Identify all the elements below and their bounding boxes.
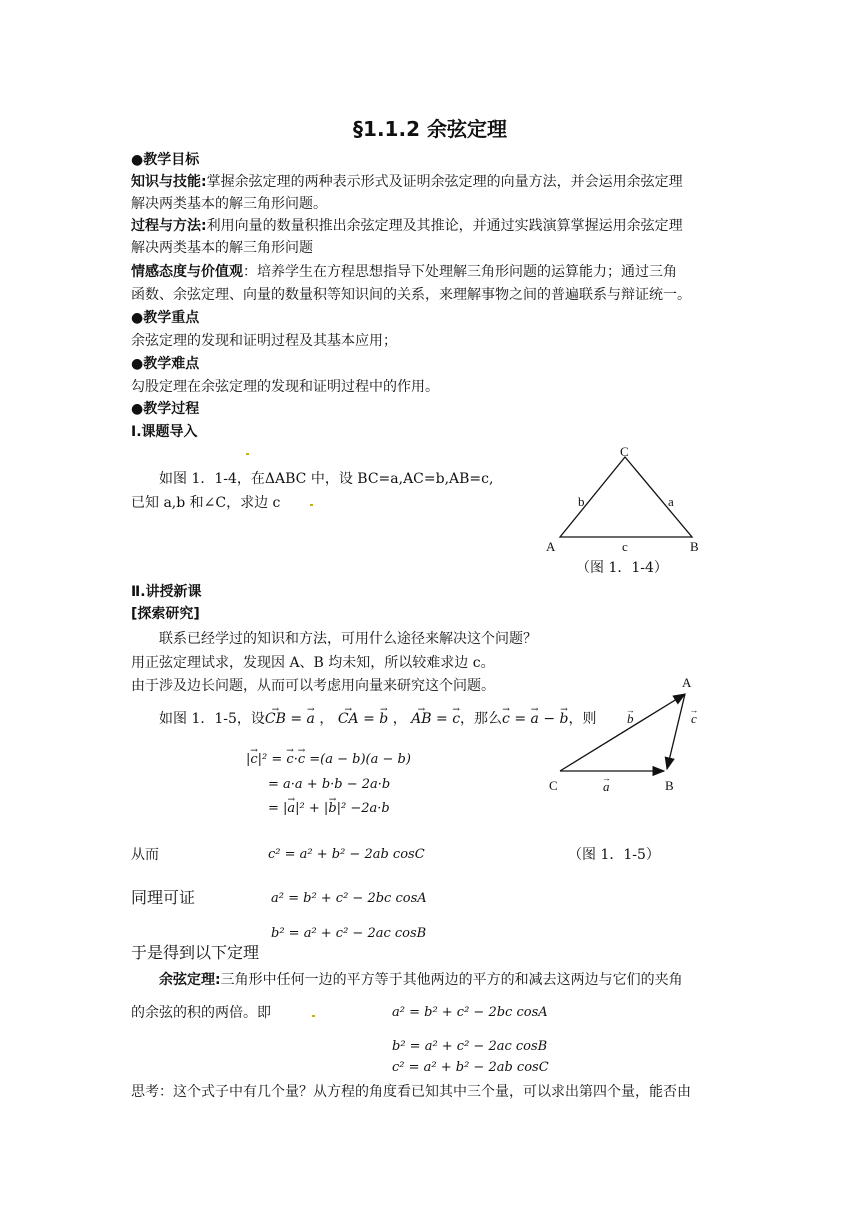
section2-p3: 由于涉及边长问题，从而可以考虑用向量来研究这个问题。 [131, 678, 495, 694]
fig2-label-b: → b [627, 712, 634, 726]
thus-equation: c² = a² + b² − 2ab cosC [268, 847, 425, 862]
fig1-caption: （图 1．1-4） [576, 560, 668, 576]
section1-heading: Ⅰ.课题导入 [131, 424, 198, 440]
attitude-label: 情感态度与价值观 [131, 264, 243, 280]
fig2-label-a: → a [603, 780, 610, 794]
section2-p1: 联系已经学过的知识和方法，可用什么途径来解决这个问题？ [159, 631, 537, 647]
section2-heading: Ⅱ.讲授新课 [131, 584, 202, 600]
hence-text: 于是得到以下定理 [131, 943, 260, 962]
key-points-text: 余弦定理的发现和证明过程及其基本应用； [131, 333, 397, 349]
section1-text-2: 已知 a,b 和∠C，求边 c [131, 495, 281, 511]
theorem-text: 三角形中任何一边的平方等于其他两边的平方的和减去这两边与它们的夹角 [220, 972, 683, 988]
attitude-text: ：培养学生在方程思想指导下处理解三角形问题的运算能力；通过三角 [243, 264, 677, 280]
knowledge-label: 知识与技能: [131, 174, 207, 190]
section1-text-1: 如图 1．1-4，在ΔABC 中，设 BC=a,AC=b,AB=c, [159, 471, 494, 487]
objectives-heading: ●教学目标 [131, 152, 200, 168]
vector-triangle-figure-1-5 [540, 680, 720, 790]
difficulties-heading: ●教学难点 [131, 356, 200, 372]
similar-label: 同理可证 [131, 888, 196, 907]
think-text: 思考：这个式子中有几个量？从方程的角度看已知其中三个量，可以求出第四个量，能否由 [131, 1084, 691, 1100]
key-points-heading: ●教学重点 [131, 310, 200, 326]
theorem-label: 余弦定理: [159, 972, 221, 988]
attitude-text-cont: 函数、余弦定理、向量的数量积等知识间的关系，来理解事物之间的普遍联系与辩证统一。 [131, 287, 691, 303]
theorem-text-cont: 的余弦的积的两倍。即 [131, 1005, 271, 1021]
knowledge-text-cont: 解决两类基本的解三角形问题。 [131, 196, 327, 212]
section2-sub: [探索研究] [131, 606, 200, 622]
derivation-line-3: = |→ a|² + |→ b|² −2a·b [268, 799, 390, 819]
theorem-eq-2: b² = a² + c² − 2ac cosB [392, 1039, 548, 1054]
fig1-label-A: A [546, 539, 556, 554]
process-text: 利用向量的数量积推出余弦定理及其推论，并通过实践演算掌握运用余弦定理 [206, 218, 683, 234]
theorem-eq-1: a² = b² + c² − 2bc cosA [392, 1005, 548, 1020]
process-text-cont: 解决两类基本的解三角形问题 [131, 240, 313, 256]
fig1-label-a: a [668, 494, 674, 509]
fig1-label-C: C [620, 444, 629, 459]
fig1-label-B: B [690, 539, 699, 554]
section2-p4: 如图 1．1-5，设→ CB = → a ， → CA = → b ， → AB = → c，那么→ c = → a − → b，则 [159, 709, 597, 729]
section2-p2: 用正弦定理试求，发现因 A、B 均未知，所以较难求边 c。 [131, 655, 495, 671]
difficulties-text: 勾股定理在余弦定理的发现和证明过程中的作用。 [131, 379, 439, 395]
similar-eq-1: a² = b² + c² − 2bc cosA [271, 891, 427, 906]
thus-label: 从而 [131, 847, 159, 863]
process-label: 过程与方法: [131, 218, 207, 234]
fig2-label-B: B [665, 778, 674, 793]
triangle-figure-1-4 [540, 440, 720, 550]
derivation-line-2: = a·a + b·b − 2a·b [268, 777, 391, 792]
derivation-line-1: |→ c|² = → c·→ c =(a − b)(a − b) [246, 750, 411, 770]
similar-eq-2: b² = a² + c² − 2ac cosB [271, 926, 427, 941]
knowledge-text: 掌握余弦定理的两种表示形式及证明余弦定理的向量方法，并会运用余弦定理 [206, 174, 683, 190]
fig2-label-A: A [682, 675, 692, 690]
theorem-eq-3: c² = a² + b² − 2ab cosC [392, 1060, 549, 1075]
fig2-label-C: C [549, 778, 558, 793]
fig2-caption: （图 1．1-5） [568, 847, 660, 863]
fig1-label-b: b [578, 494, 585, 509]
process-heading: ●教学过程 [131, 401, 200, 417]
fig1-label-c: c [622, 539, 628, 554]
fig2-label-c: → c [691, 712, 697, 726]
page-title: §1.1.2 余弦定理 [353, 117, 507, 141]
